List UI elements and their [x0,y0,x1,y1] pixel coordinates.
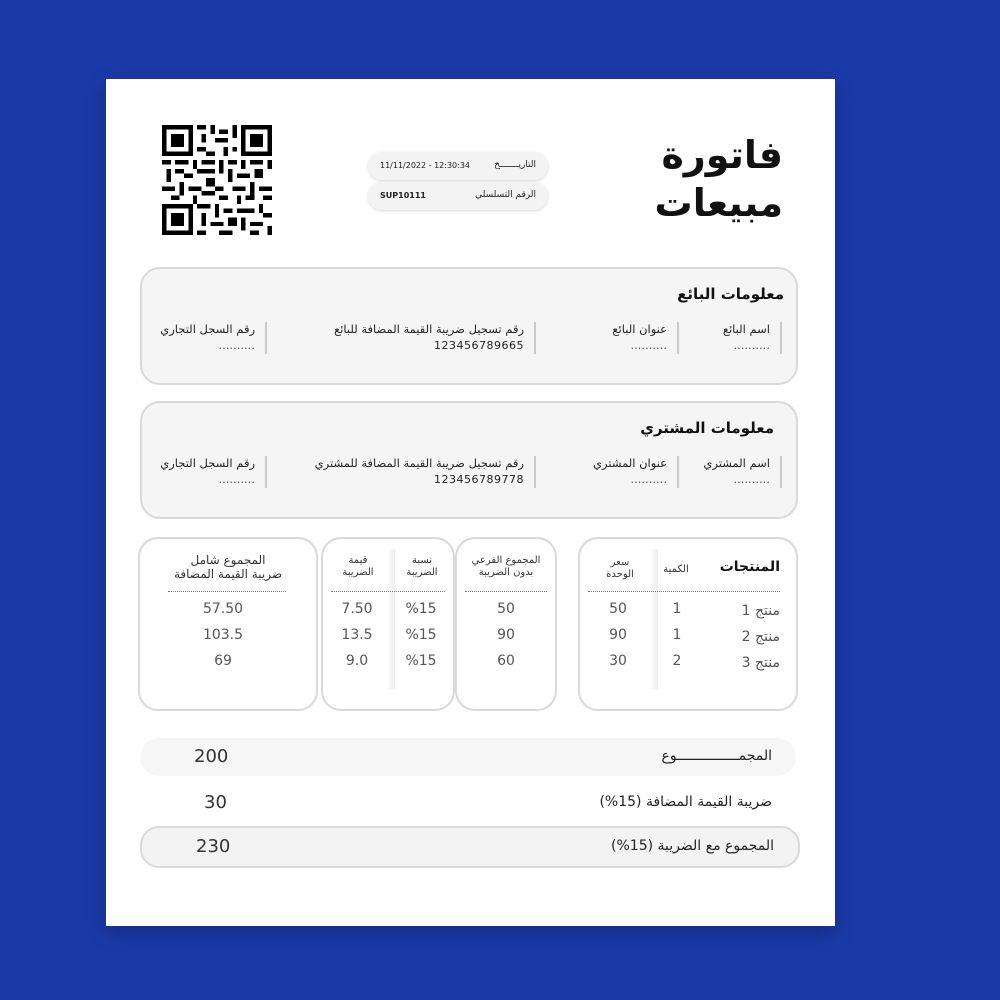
tax-rate-header-line2: الضريبة [406,567,438,578]
product-name-2: منتج 2 [741,629,780,645]
summary-sum-value: 200 [194,746,229,767]
subtotal-2: 90 [497,627,515,643]
total-header [144,553,312,581]
seller-vat-value: 123456789665 [434,339,524,352]
product-qty-1: 1 [672,601,682,617]
product-name-1: منتج 1 [741,603,780,619]
seller-address-value: .......... [630,338,667,352]
header-divider [168,591,286,592]
total-table [138,537,318,711]
date-value: 11/11/2022 - 12:30:34 [380,161,471,170]
seller-address-field [612,322,679,354]
summary-total-value: 230 [196,836,231,857]
seller-name-label: اسم البائع [722,322,770,336]
subtotal-table [455,537,557,711]
total-header-line2: ضريبة القيمة المضافة [173,567,283,581]
buyer-address-label: عنوان المشتري [593,456,667,470]
tax-rate-2: %15 [405,627,437,643]
seller-info-panel [140,267,798,385]
qty-header: الكمية [663,564,689,575]
serial-value: SUP10111 [380,191,426,200]
product-unit-price-3: 30 [609,653,627,669]
tax-rate-1: %15 [405,601,437,617]
buyer-address-field [593,456,679,488]
invoice-title-line2: مبيعات [654,181,783,225]
total-1: 57.50 [202,601,244,617]
seller-cr-label: رقم السجل التجاري [160,322,255,336]
product-qty-2: 1 [672,627,682,643]
header-divider [331,591,445,592]
summary-vat-row [140,784,796,822]
summary-total-row [140,826,800,868]
seller-info-title: معلومات البائع [677,285,784,303]
subtotal-1: 50 [497,601,515,617]
serial-pill [368,182,548,210]
buyer-info-title: معلومات المشتري [640,419,774,437]
tax-rate-header [393,555,451,579]
tax-rate-header-line1: نسبة [411,555,433,566]
invoice-sheet [106,79,835,926]
products-table [578,537,798,711]
unit-price-header-line1: سعر [610,557,630,568]
tax-value-1: 7.50 [341,601,373,617]
tax-value-3: 9.0 [345,653,369,669]
invoice-title [655,131,783,227]
header-divider [465,591,547,592]
subtotal-3: 60 [497,653,515,669]
total-2: 103.5 [202,627,244,643]
products-header: المنتجات [719,559,780,575]
subtotal-header-line1: المجموع الفرعي [471,555,541,566]
product-qty-3: 2 [672,653,682,669]
unit-price-header-line2: الوحدة [606,569,634,580]
tax-value-header-line2: الضريبة [342,567,374,578]
total-header-line1: المجموع شامل [190,553,266,567]
invoice-title-line1: فاتورة [661,133,783,177]
buyer-vat-value: 123456789778 [434,473,524,486]
date-pill [368,152,548,180]
tax-value-2: 13.5 [341,627,373,643]
buyer-name-field [703,456,782,488]
unit-price-header [594,557,646,581]
tax-value-header-line1: قيمة [348,555,368,566]
summary-vat-value: 30 [204,792,227,813]
summary-total-label: المجموع مع الضريبة (15%) [611,838,774,854]
product-unit-price-1: 50 [609,601,627,617]
tax-value-header [329,555,387,579]
seller-name-value: .......... [733,338,770,352]
buyer-cr-value: .......... [218,472,255,486]
serial-label: الرقم التسلسلي [475,190,536,200]
buyer-cr-label: رقم السجل التجاري [160,456,255,470]
product-name-3: منتج 3 [741,655,780,671]
seller-cr-field [160,322,267,354]
buyer-vat-label: رقم تسجيل ضريبة القيمة المضافة للمشتري [314,456,524,470]
qr-code-icon [162,125,272,235]
seller-cr-value: .......... [218,338,255,352]
tax-table [321,537,455,711]
buyer-cr-field [160,456,267,488]
header-divider [588,591,780,592]
total-3: 69 [214,653,232,669]
buyer-name-value: .......... [733,472,770,486]
buyer-address-value: .......... [630,472,667,486]
date-label: التاريـــــــخ [494,160,536,170]
subtotal-header [459,555,553,579]
seller-address-label: عنوان البائع [612,322,667,336]
buyer-info-panel [140,401,798,519]
buyer-name-label: اسم المشتري [703,456,770,470]
summary-sum-row [140,738,796,776]
seller-vat-field [334,322,536,354]
summary-sum-label: المجمـــــــــــــــوع [661,748,772,764]
subtotal-header-line2: بدون الضريبة [478,567,534,578]
buyer-vat-field [315,456,536,488]
seller-name-field [723,322,782,354]
seller-vat-label: رقم تسجيل ضريبة القيمة المضافة للبائع [334,322,524,336]
tax-rate-3: %15 [405,653,437,669]
product-unit-price-2: 90 [609,627,627,643]
summary-vat-label: ضريبة القيمة المضافة (15%) [599,794,772,810]
